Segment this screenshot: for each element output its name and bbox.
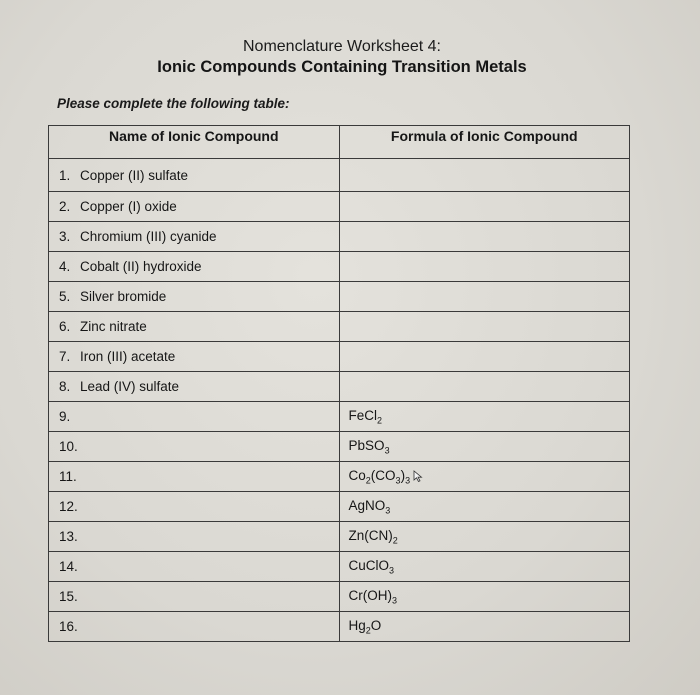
table-row [49, 612, 630, 642]
worksheet-subtitle: Ionic Compounds Containing Transition Metals [157, 58, 527, 76]
table-row [49, 462, 630, 492]
compound-name: Silver bromide [80, 289, 167, 304]
compound-formula-cell[interactable] [339, 402, 630, 432]
compound-name: Cobalt (II) hydroxide [80, 259, 202, 274]
compound-name: Iron (III) acetate [80, 349, 176, 364]
table-row [49, 522, 630, 552]
compound-name-cell[interactable] [49, 159, 340, 192]
table-row [49, 312, 630, 342]
compound-name-cell[interactable] [49, 432, 340, 462]
compound-formula-cell[interactable] [339, 192, 630, 222]
compound-formula-cell[interactable] [339, 612, 630, 642]
table-row [49, 342, 630, 372]
compound-formula: AgNO$_3$ [348, 497, 391, 516]
compound-formula-cell[interactable] [339, 159, 630, 192]
compound-formula-cell[interactable] [339, 282, 630, 312]
row-number: 9. [59, 409, 71, 424]
worksheet-title: Nomenclature Worksheet 4: [242, 38, 441, 55]
table-body [49, 159, 630, 642]
compound-formula: $Cr(OH)_3$ [348, 587, 398, 606]
compound-table [48, 125, 630, 642]
row-number: 12. [59, 499, 78, 514]
table-row [49, 159, 630, 192]
compound-name: Copper (I) oxide [80, 199, 177, 214]
compound-name-cell[interactable] [49, 492, 340, 522]
table-row [49, 432, 630, 462]
compound-name-cell[interactable] [49, 612, 340, 642]
table-row [49, 492, 630, 522]
table-row [49, 252, 630, 282]
table-row [49, 192, 630, 222]
compound-formula: $Co_2(CO_3)_3$ [348, 467, 411, 486]
compound-formula-cell[interactable] [339, 582, 630, 612]
row-number: 6. [59, 319, 71, 334]
compound-formula: PbSO$_3$ [348, 437, 390, 456]
table-row [49, 372, 630, 402]
header-formula: Formula of Ionic Compound [339, 126, 630, 159]
compound-name-cell[interactable] [49, 552, 340, 582]
row-number: 11. [59, 469, 77, 484]
row-number: 8. [59, 379, 71, 394]
compound-name-cell[interactable] [49, 312, 340, 342]
table-row [49, 402, 630, 432]
compound-name-cell[interactable] [49, 192, 340, 222]
compound-name-cell[interactable] [49, 282, 340, 312]
compound-formula-cell[interactable] [339, 372, 630, 402]
compound-name-cell[interactable] [49, 402, 340, 432]
row-number: 4. [59, 259, 71, 274]
row-number: 16. [59, 619, 78, 634]
header-name: Name of Ionic Compound [49, 126, 340, 159]
instruction-text: Please complete the following table: [57, 96, 290, 111]
compound-formula-cell[interactable] [339, 522, 630, 552]
compound-name: Chromium (III) cyanide [80, 229, 217, 244]
compound-name-cell[interactable] [49, 222, 340, 252]
compound-name: Zinc nitrate [80, 319, 147, 334]
mouse-pointer-icon [413, 470, 423, 482]
row-number: 13. [59, 529, 78, 544]
table-row [49, 282, 630, 312]
compound-name-cell[interactable] [49, 372, 340, 402]
row-number: 2. [59, 199, 71, 214]
table-row [49, 222, 630, 252]
compound-name-cell[interactable] [49, 342, 340, 372]
compound-formula-cell[interactable] [339, 432, 630, 462]
table-row [49, 582, 630, 612]
compound-formula: $Hg_2O$ [348, 617, 382, 636]
compound-formula: $Zn(CN)_2$ [348, 527, 398, 546]
table-row [49, 552, 630, 582]
compound-formula: CuClO$_3$ [348, 557, 395, 576]
compound-formula: FeCl$_2$ [348, 407, 383, 426]
compound-formula-cell[interactable] [339, 222, 630, 252]
compound-name-cell[interactable] [49, 522, 340, 552]
row-number: 3. [59, 229, 71, 244]
compound-formula-cell[interactable] [339, 252, 630, 282]
compound-formula-cell[interactable] [339, 462, 630, 492]
row-number: 10. [59, 439, 78, 454]
row-number: 5. [59, 289, 71, 304]
row-number: 14. [59, 559, 78, 574]
row-number: 7. [59, 349, 71, 364]
compound-name-cell[interactable] [49, 252, 340, 282]
compound-formula-cell[interactable] [339, 492, 630, 522]
row-number: 1. [59, 167, 71, 183]
compound-name-cell[interactable] [49, 462, 340, 492]
compound-formula-cell[interactable] [339, 312, 630, 342]
row-number: 15. [59, 589, 78, 604]
compound-name-cell[interactable] [49, 582, 340, 612]
compound-formula-cell[interactable] [339, 342, 630, 372]
compound-name: Lead (IV) sulfate [80, 379, 180, 394]
compound-name: Copper (II) sulfate [80, 167, 189, 183]
compound-formula-cell[interactable] [339, 552, 630, 582]
